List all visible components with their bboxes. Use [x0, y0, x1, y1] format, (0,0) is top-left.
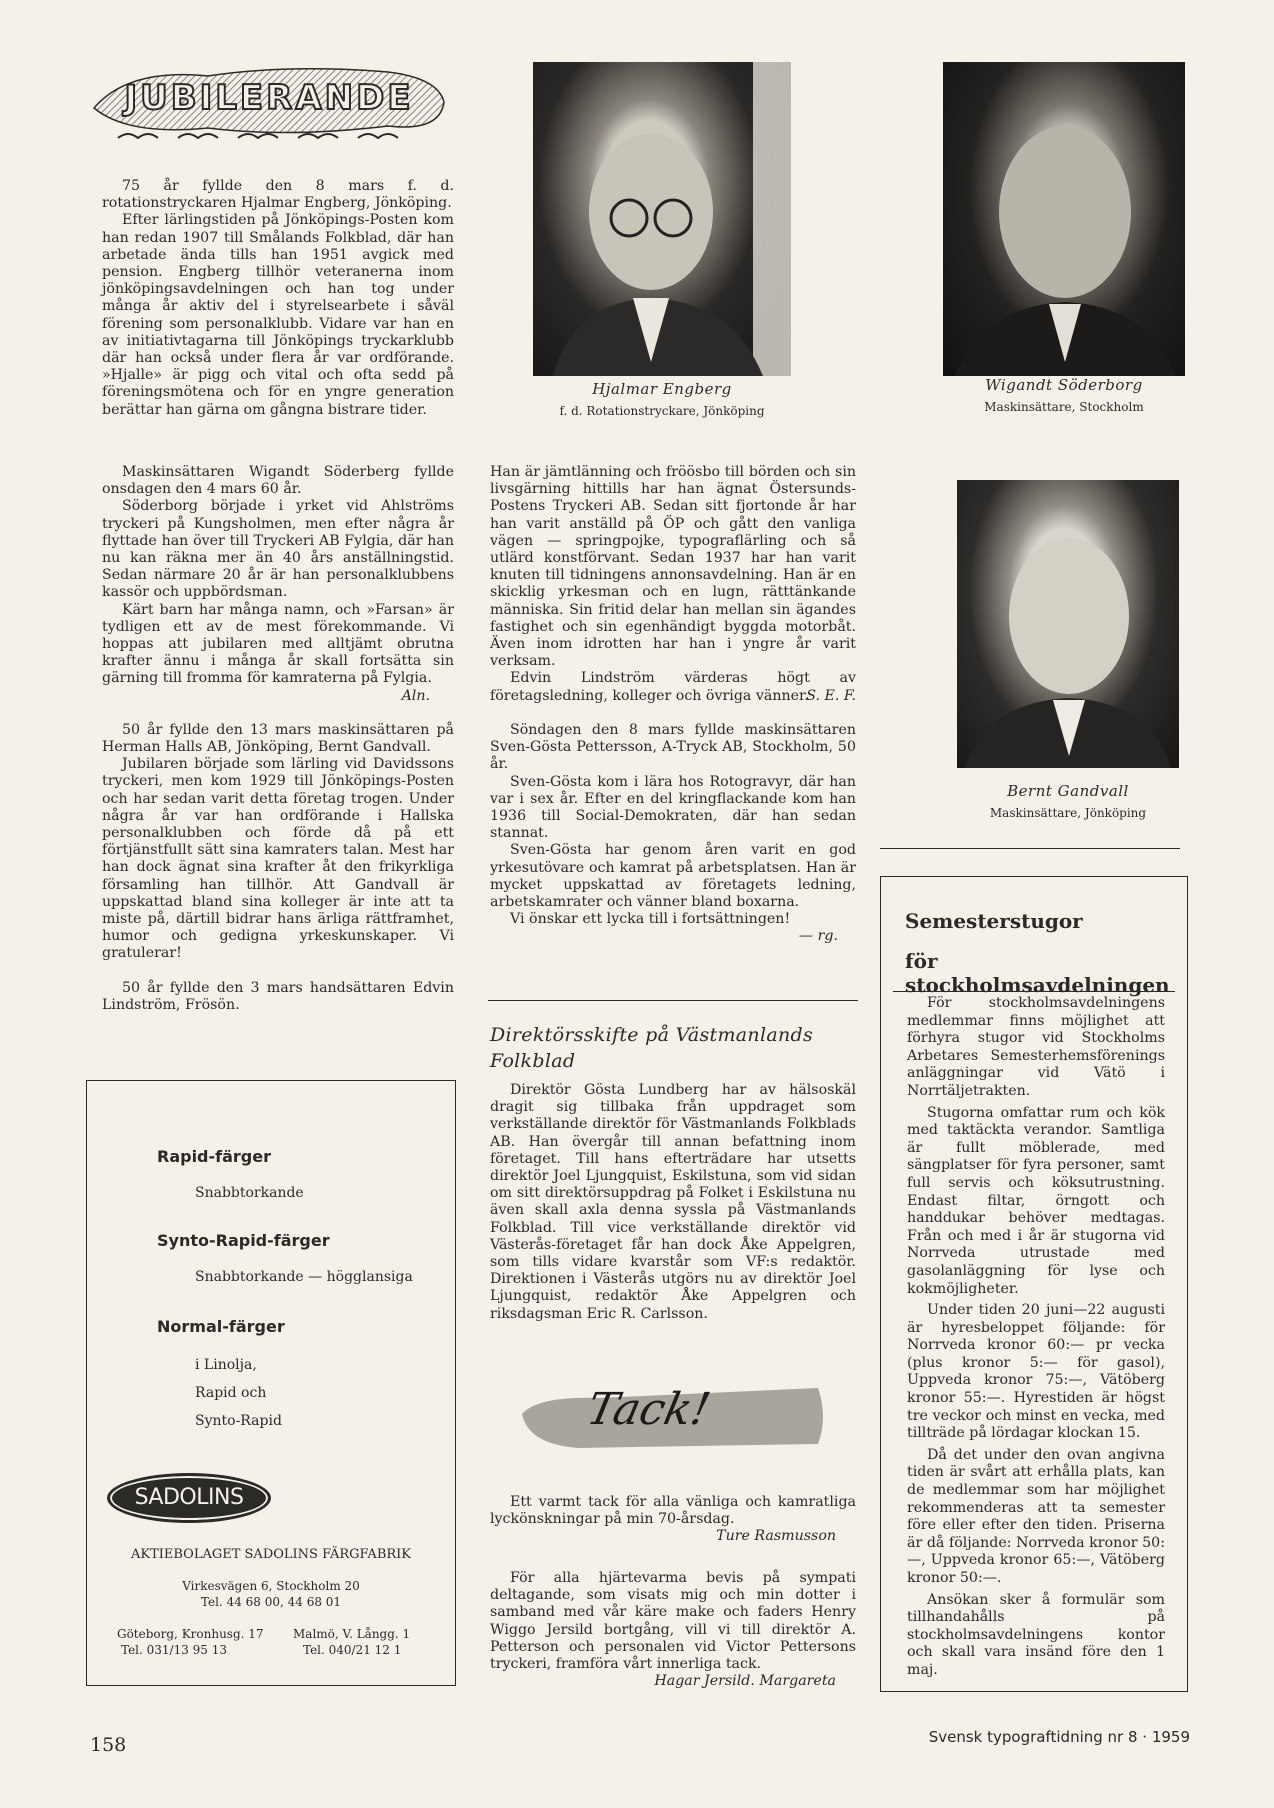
article-paragraph: Direktör Gösta Lundberg har av hälsoskäl dragit sig tillbaka från uppdraget som verkställande direktör för Västmanlands Folkblads AB. Han övergår till annan befattning inom företaget. Till hans efterträdare har utsetts direktör Joel Ljungquist, Eskilstuna, som vid sidan om sitt direktörsuppdrag på Folket i Eskilstuna nu även skall axla denna syssla på Västmanlands Folkblad. Till vice verkställande direktör vid Västerås-företaget får han dock Åke Appelgren, som tills vidare kvarstår som VF:s redaktör. Direktionen i Västerås utgörs nu av direktör Joel Ljungquist, redaktör Åke Appelgren och riksdagsman Eric R. Carlsson. — [490, 1082, 856, 1322]
box-paragraph: Stugorna omfattar rum och kök med taktäckta verandor. Samtliga är fullt möblerade, med sängplatser för fyra personer, samt full servis och köksutrustning. Endast filtar, örngott och handdukar behöver medtagas. Från och med i år är stugorna vid Norrveda utrustade med gasolanläggning för lyse och kokmöjligheter. — [907, 1104, 1165, 1297]
tack-banner — [518, 1378, 830, 1456]
article-paragraph: Efter lärlingstiden på Jönköpings-Posten kom han redan 1907 till Smålands Folkblad, där han arbetade ända tills han 1951 avgick med pension. Engberg tillhör veteranerna inom jönköpingsavdelningen och han tog under många år aktiv del i styrelsearbete i såväl förening som personalklubb. Vidare var han en av initiativtagarna till Jönköpings tryckarklubb där han också under flera år var ordförande. »Hjalle» är pigg och vital och ofta sedd på föreningsmötena och för en yngre generation berättar han gärna om gångna bistrare tider. — [102, 212, 454, 418]
photo-soderborg — [943, 62, 1185, 376]
article-paragraph: Sven-Gösta kom i lära hos Rotogravyr, där han var i sex år. Efter en del kringflackande kom han 1936 till Social-Demokraten, där han sedan stannat. — [490, 773, 856, 842]
article-paragraph: Edvin Lindström värderas högt av företagsledning, kolleger och övriga vänner. — [490, 670, 856, 704]
logo-text: SADOLINS — [134, 1485, 244, 1510]
photo-gandvall — [957, 480, 1179, 768]
signature: Aln. — [401, 687, 430, 704]
signature: Hagar Jersild. Margareta — [654, 1673, 836, 1690]
ad-heading-rapid: Rapid-färger — [157, 1147, 271, 1166]
box-paragraph: För stockholmsavdelningens medlemmar finns möjlighet att förhyra stugor vid Stockholms Arbetares Semesterhemsförenings anläggningar vid Vätö i Norrtäljetrakten. — [907, 995, 1165, 1099]
sadolins-ad — [86, 1080, 456, 1686]
ad-sub: Snabbtorkande — [195, 1185, 304, 1201]
article-paragraph: Vi önskar ett lycka till i fortsättningen! — [510, 911, 791, 928]
article-engberg — [102, 178, 454, 419]
ad-company: AKTIEBOLAGET SADOLINS FÄRGFABRIK — [130, 1547, 412, 1562]
box-paragraph: Under tiden 20 juni—22 augusti är hyresbeloppet följande: för Norrveda kronor 60:— pr vecka (plus kronor 5:— för gasol), Uppveda kronor 75:—, Vätöberg kronor 55:—. Hyrestiden är högst tre veckor och minst en vecka, med tillträde på lördagar klockan 15. — [907, 1302, 1165, 1442]
caption-gandvall-role: Maskinsättare, Jönköping — [989, 806, 1147, 820]
article-paragraph: Kärt barn har många namn, och »Farsan» är tydligen ett av de mest förekommande. Vi hoppas att jubilaren med alltjämt obrutna krafter ännu i många år skall fortsätta sin gärning till fromma för kamraterna på Fylgia. — [102, 601, 454, 687]
ad-line: i Linolja, — [195, 1357, 257, 1373]
portrait-silhouette — [957, 480, 1179, 768]
signature: — rg. — [798, 928, 838, 945]
article-headline — [490, 1022, 856, 1074]
caption-soderborg-role: Maskinsättare, Stockholm — [984, 400, 1144, 414]
article-paragraph: Maskinsättaren Wigandt Söderberg fyllde onsdagen den 4 mars 60 år. — [102, 464, 454, 498]
photo-engberg — [533, 62, 791, 376]
tack-notice — [490, 1494, 856, 1546]
article-paragraph: Sven-Gösta har genom åren varit en god yrkesutövare och kamrat på arbetsplatsen. Han är mycket uppskattad av företagets ledning, arbetskamrater och vänner bland boxarna. — [490, 842, 856, 911]
ad-tel: Tel. 44 68 00, 44 68 01 — [200, 1595, 342, 1609]
signature: Ture Rasmusson — [716, 1528, 836, 1545]
tack-word: Tack! — [582, 1384, 715, 1435]
article-lindstrom-pettersson — [490, 464, 856, 946]
caption-engberg-name: Hjalmar Engberg — [592, 380, 732, 398]
ad-heading-normal: Normal-färger — [157, 1317, 285, 1336]
masthead-title: JUBILERANDE — [124, 78, 414, 118]
caption-gandvall-name: Bernt Gandvall — [1007, 782, 1129, 800]
article-direktorsskifte — [490, 1022, 856, 1323]
caption-engberg-role: f. d. Rotationstryckare, Jönköping — [559, 404, 765, 418]
caption-soderborg-name: Wigandt Söderborg — [985, 376, 1143, 394]
notice-text: För alla hjärtevarma bevis på sympati deltagande, som visats mig och min dotter i samband med vår käre make och faders Henry Wiggo Jersild bortgång, vill vi till direktör A. Petterson och personalen vid Victor Pettersons tryckeri, framföra vårt innerliga tack. — [490, 1570, 856, 1673]
article-paragraph: Söderborg började i yrket vid Ahlströms tryckeri på Kungsholmen, men efter några år flyttade han över till Tryckeri AB Fylgia, där han nu kan räkna mer än 40 års anställningstid. Sedan närmare 20 år är han personalklubbens kassör och uppbördsman. — [102, 498, 454, 601]
portrait-silhouette — [533, 62, 791, 376]
semesterstugor-box — [880, 876, 1188, 1692]
sadolins-logo — [107, 1473, 271, 1523]
sympathy-notice — [490, 1570, 856, 1690]
box-title: Semesterstugor — [905, 909, 1083, 933]
ad-line: Synto-Rapid — [195, 1413, 282, 1429]
article-paragraph: 50 år fyllde den 13 mars maskinsättaren på Herman Halls AB, Jönköping, Bernt Gandvall. — [102, 721, 454, 756]
article-paragraph: 75 år fyllde den 8 mars f. d. rotationstryckaren Hjalmar Engberg, Jönköping. — [102, 178, 454, 212]
article-paragraph: Jubilaren började som lärling vid Davidssons tryckeri, men kom 1929 till Jönköpings-Posten och har sedan varit detta företag trogen. Under några år var han ordförande i Hallska personalklubben och förde då på ett förtjänstfullt sätt sina kamraters talan. Mest har han dock ägnat sina krafter åt den frikyrkliga församling han tillhör. Att Gandvall är uppskattad bland sina kolleger är inte att ta miste på, därtill bidrar hans ärliga rättframhet, humor och gedigna yrkeskunskaper. Vi gratulerar! — [102, 756, 454, 962]
page-number: 158 — [90, 1734, 127, 1756]
notice-text: Ett varmt tack för alla vänliga och kamratliga lyckönskningar på min 70-årsdag. — [490, 1494, 856, 1528]
signature: S. E. F. — [806, 687, 856, 704]
headline-line-2: Folkblad — [490, 1050, 576, 1072]
portrait-silhouette — [943, 62, 1185, 376]
journal-title: Svensk typograftidning nr 8 · 1959 — [928, 1728, 1190, 1746]
box-paragraph: Då det under den ovan angivna tiden är svårt att erhålla plats, kan de medlemmar som har möjlighet rekommenderas att ta semester före eller efter den tiden. Priserna är då följande: Norrveda kronor 50:—, Uppveda kronor 65:—, Vätöberg kronor 50:—. — [907, 1446, 1165, 1586]
ad-malmo-tel: Tel. 040/21 12 1 — [303, 1643, 402, 1657]
ad-address: Virkesvägen 6, Stockholm 20 — [182, 1579, 360, 1593]
divider — [880, 848, 1180, 849]
divider — [893, 991, 1175, 992]
ad-goteborg-tel: Tel. 031/13 95 13 — [121, 1643, 228, 1657]
article-paragraph: Han är jämtlänning och fröösbo till börden och sin livsgärning hittills har han ägnat Östersunds-Postens Tryckeri AB. Sedan sitt fjortonde år har han varit anställd på ÖP och gått den vanliga vägen — springpojke, typograflärling och så utlärd konstförvant. Sedan 1937 har han varit knuten till tidningens annonsavdelning. Han är en skicklig yrkesman och en lugn, rätttänkande människa. Sin fritid delar han mellan sin ägandes fastighet och sin egenhändigt byggda motorbåt. Även inom idrotten har han i yngre år varit verksam. — [490, 464, 856, 670]
box-paragraph: Ansökan sker å formulär som tillhandahålls på stockholmsavdelningens kontor och skall vara insänd före den 1 maj. — [907, 1591, 1165, 1678]
box-body — [907, 995, 1165, 1680]
article-paragraph: Söndagen den 8 mars fyllde maskinsättaren Sven-Gösta Pettersson, A-Tryck AB, Stockholm, 50 år. — [490, 722, 856, 773]
headline-line-1: Direktörsskifte på Västmanlands — [490, 1024, 814, 1046]
box-title: för stockholmsavdelningen — [905, 949, 1170, 997]
ad-malmo: Malmö, V. Långg. 1 — [293, 1627, 411, 1641]
ad-sub: Snabbtorkande — högglansiga — [195, 1269, 413, 1285]
article-paragraph: 50 år fyllde den 3 mars handsättaren Edvin Lindström, Frösön. — [102, 979, 454, 1013]
article-soderberg-gandvall — [102, 464, 454, 1014]
divider — [488, 1000, 858, 1001]
ad-goteborg: Göteborg, Kronhusg. 17 — [117, 1627, 264, 1641]
ad-line: Rapid och — [195, 1385, 267, 1401]
masthead-banner — [88, 62, 450, 146]
ad-heading-synto: Synto-Rapid-färger — [157, 1231, 330, 1250]
